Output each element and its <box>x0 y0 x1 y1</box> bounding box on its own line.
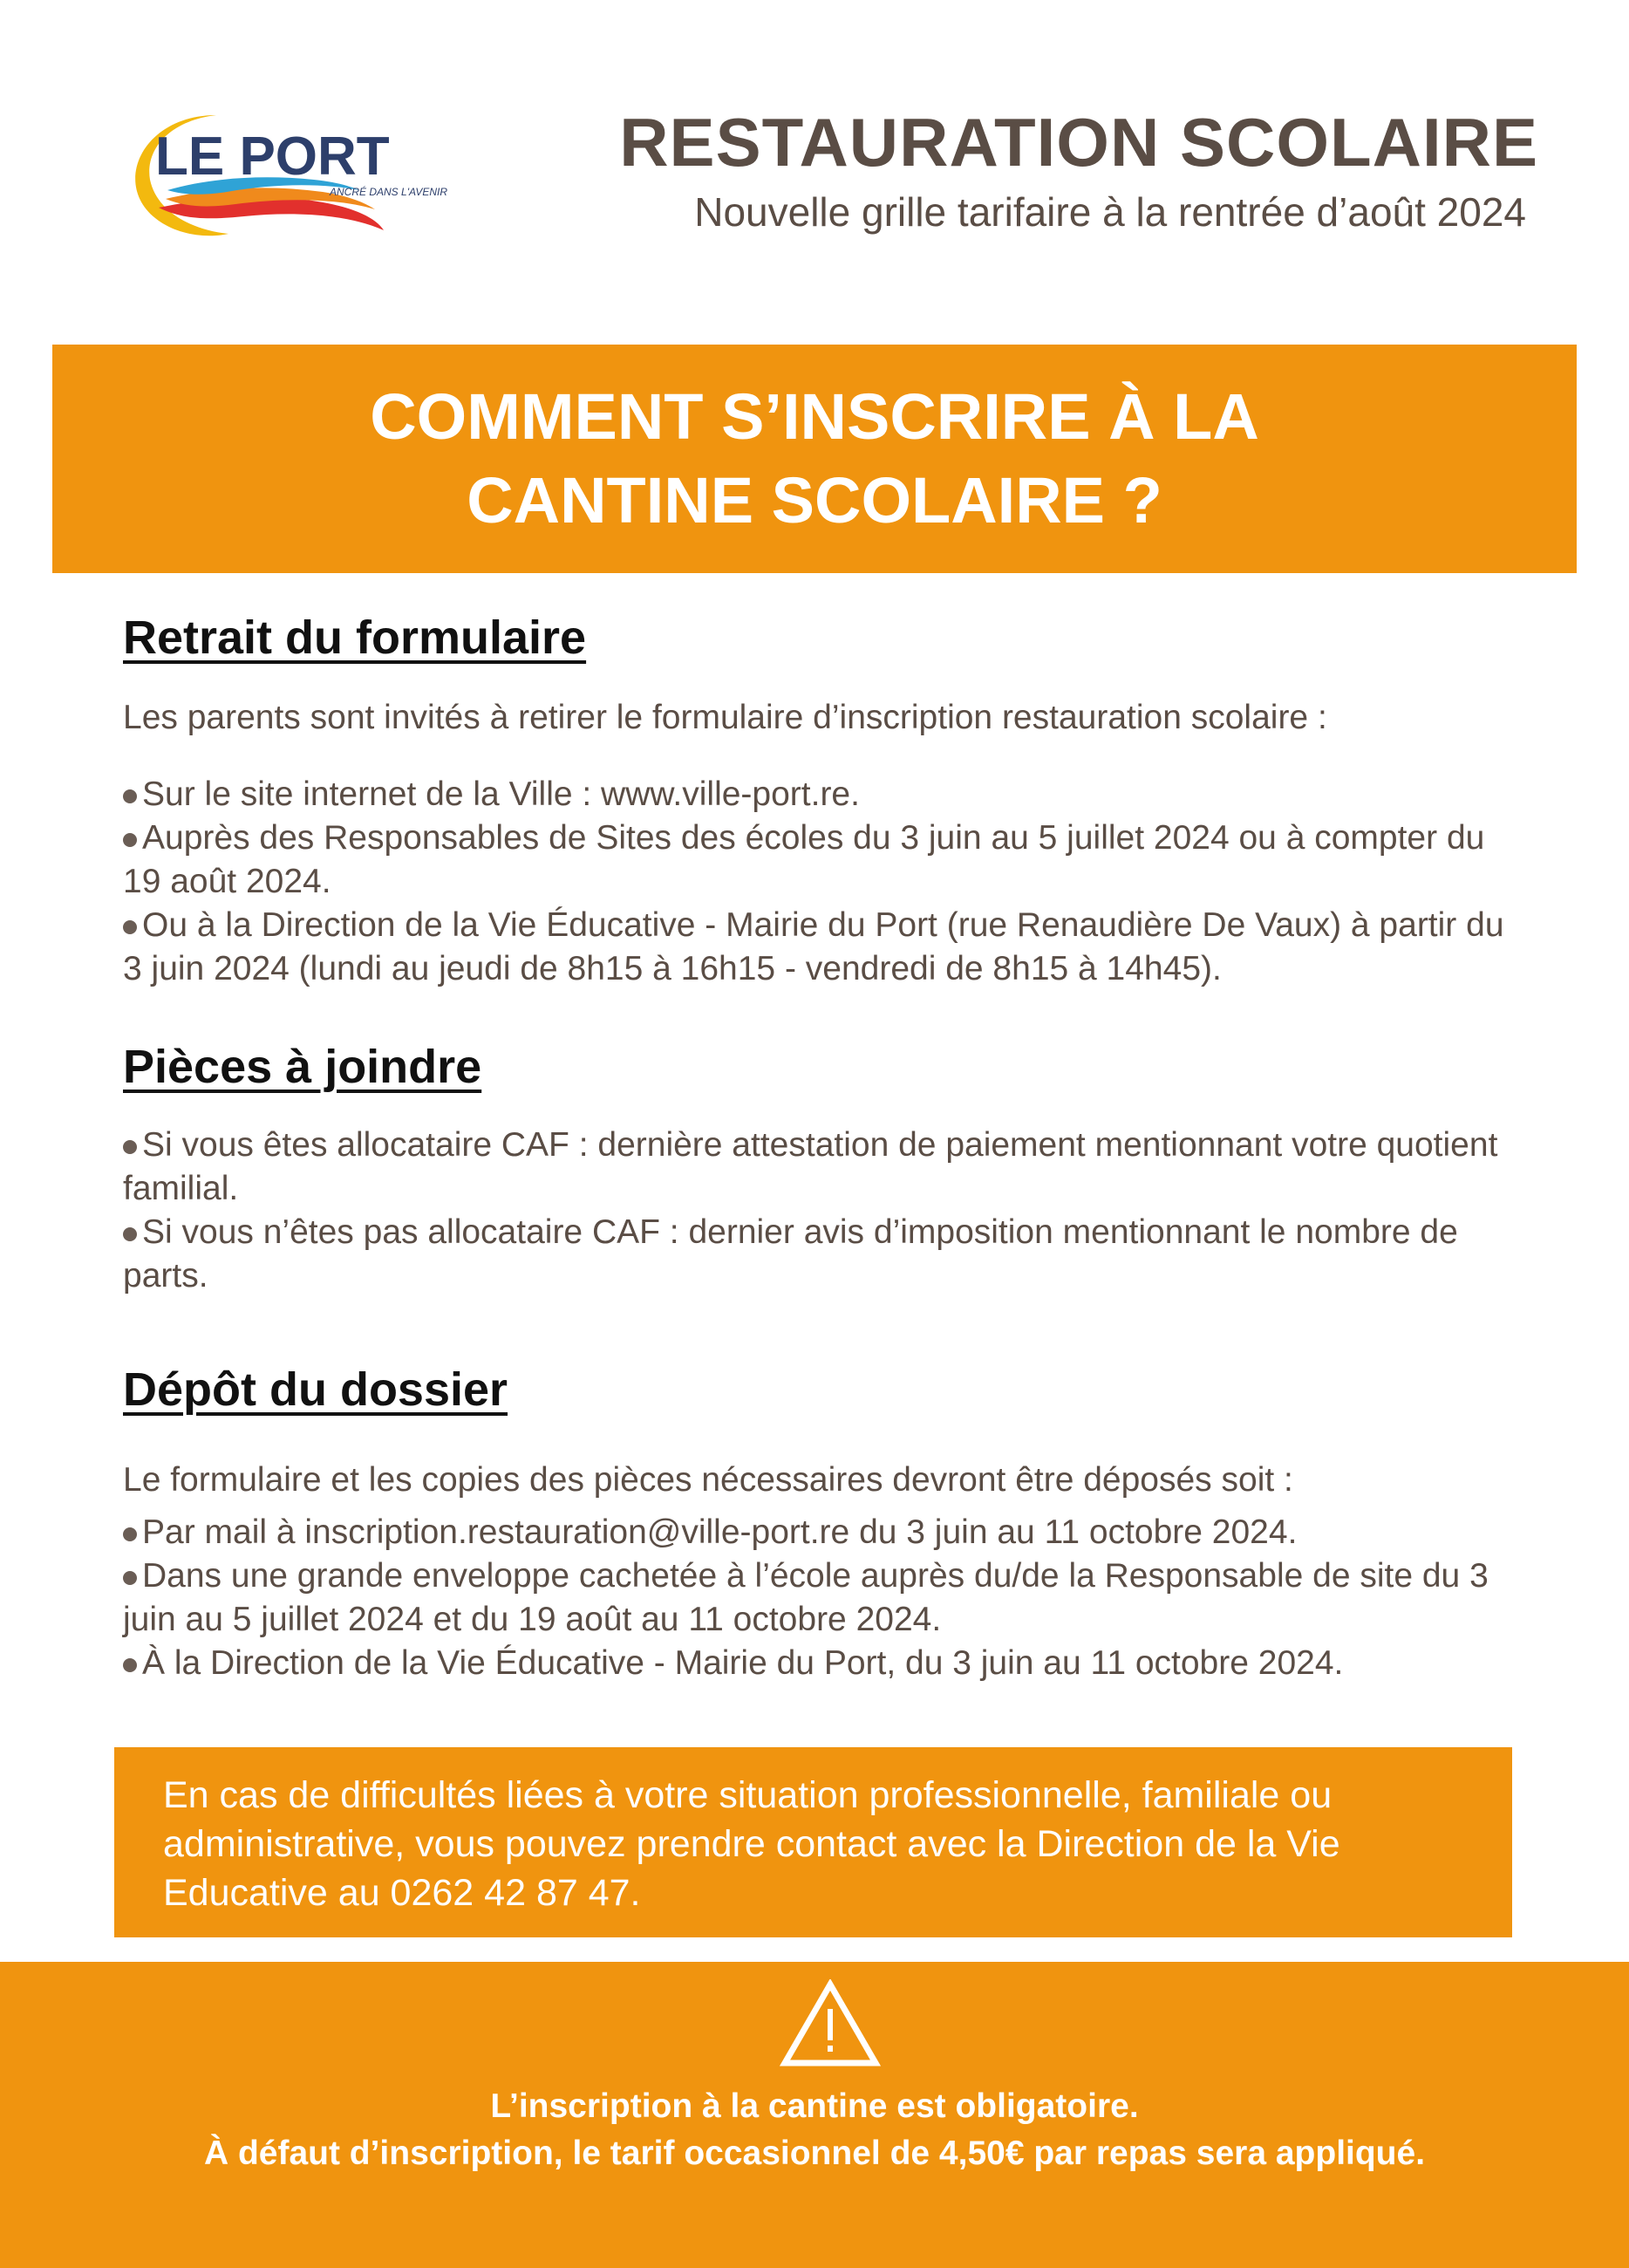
list-item <box>123 816 1510 904</box>
bullet-icon <box>123 789 137 803</box>
list-item <box>123 1124 1510 1211</box>
bullet-icon <box>123 1571 137 1585</box>
list-item <box>123 773 1510 816</box>
list-retrait <box>123 773 1510 991</box>
list-item <box>123 1642 1510 1685</box>
list-item-text: Sur le site internet de la Ville : www.ville-port.re. <box>142 775 860 813</box>
section-title-pieces: Pièces à joindre <box>123 1041 482 1093</box>
bullet-icon <box>123 1527 137 1541</box>
list-item <box>123 1554 1510 1642</box>
bullet-icon <box>123 920 137 934</box>
help-contact-box <box>114 1747 1512 1937</box>
warning-triangle-icon <box>780 1979 881 2068</box>
section-intro-retrait: Les parents sont invités à retirer le formulaire d’inscription restauration scolaire : <box>123 699 1327 736</box>
list-item <box>123 904 1510 991</box>
list-item-text: Dans une grande enveloppe cachetée à l’école auprès du/de la Responsable de site du 3 juin au 5 juillet 2024 et du 19 août au 11 octobre 2024. <box>123 1557 1489 1638</box>
le-port-logo <box>113 103 497 251</box>
footer-notice-line-2: À défaut d’inscription, le tarif occasionnel de 4,50€ par repas sera appliqué. <box>203 2135 1426 2172</box>
logo-tagline: ANCRÉ DANS L'AVENIR <box>330 186 447 198</box>
bullet-icon <box>123 1658 137 1672</box>
logo-wordmark: LE PORT <box>155 126 390 187</box>
document-title: RESTAURATION SCOLAIRE <box>619 104 1538 181</box>
list-item-text: Si vous n’êtes pas allocataire CAF : dernier avis d’imposition mentionnant le nombre de parts. <box>123 1213 1458 1295</box>
list-item-text: À la Direction de la Vie Éducative - Mairie du Port, du 3 juin au 11 octobre 2024. <box>142 1644 1344 1682</box>
banner-line-2: CANTINE SCOLAIRE ? <box>467 464 1162 536</box>
list-pieces <box>123 1124 1510 1298</box>
bullet-icon <box>123 1227 137 1241</box>
list-item <box>123 1511 1510 1554</box>
document-subtitle: Nouvelle grille tarifaire à la rentrée d’août 2024 <box>694 189 1526 235</box>
section-title-depot: Dépôt du dossier <box>123 1363 508 1416</box>
list-depot <box>123 1511 1510 1685</box>
footer-notice <box>0 2083 1629 2177</box>
list-item <box>123 1211 1510 1298</box>
help-contact-text: En cas de difficultés liées à votre situation professionnelle, familiale ou administrative, vous pouvez prendre contact avec la Direction de la Vie Educative au 0262 42 87 47. <box>163 1774 1340 1914</box>
list-item-text: Si vous êtes allocataire CAF : dernière attestation de paiement mentionnant votre quotient familial. <box>123 1126 1498 1207</box>
banner-line-1: COMMENT S’INSCRIRE À LA <box>370 380 1259 453</box>
list-item-text: Auprès des Responsables de Sites des écoles du 3 juin au 5 juillet 2024 ou à compter du 19 août 2024. <box>123 819 1485 900</box>
bullet-icon <box>123 833 137 847</box>
footer-notice-line-1: L’inscription à la cantine est obligatoire. <box>490 2087 1139 2125</box>
list-item-text: Ou à la Direction de la Vie Éducative - Mairie du Port (rue Renaudière De Vaux) à partir du 3 juin 2024 (lundi au jeudi de 8h15 à 16h15 - vendredi de 8h15 à 14h45). <box>123 906 1504 987</box>
section-intro-depot: Le formulaire et les copies des pièces nécessaires devront être déposés soit : <box>123 1461 1293 1499</box>
headline-banner <box>52 345 1577 573</box>
list-item-text: Par mail à inscription.restauration@ville-port.re du 3 juin au 11 octobre 2024. <box>142 1513 1298 1551</box>
section-title-retrait: Retrait du formulaire <box>123 611 587 664</box>
bullet-icon <box>123 1140 137 1154</box>
